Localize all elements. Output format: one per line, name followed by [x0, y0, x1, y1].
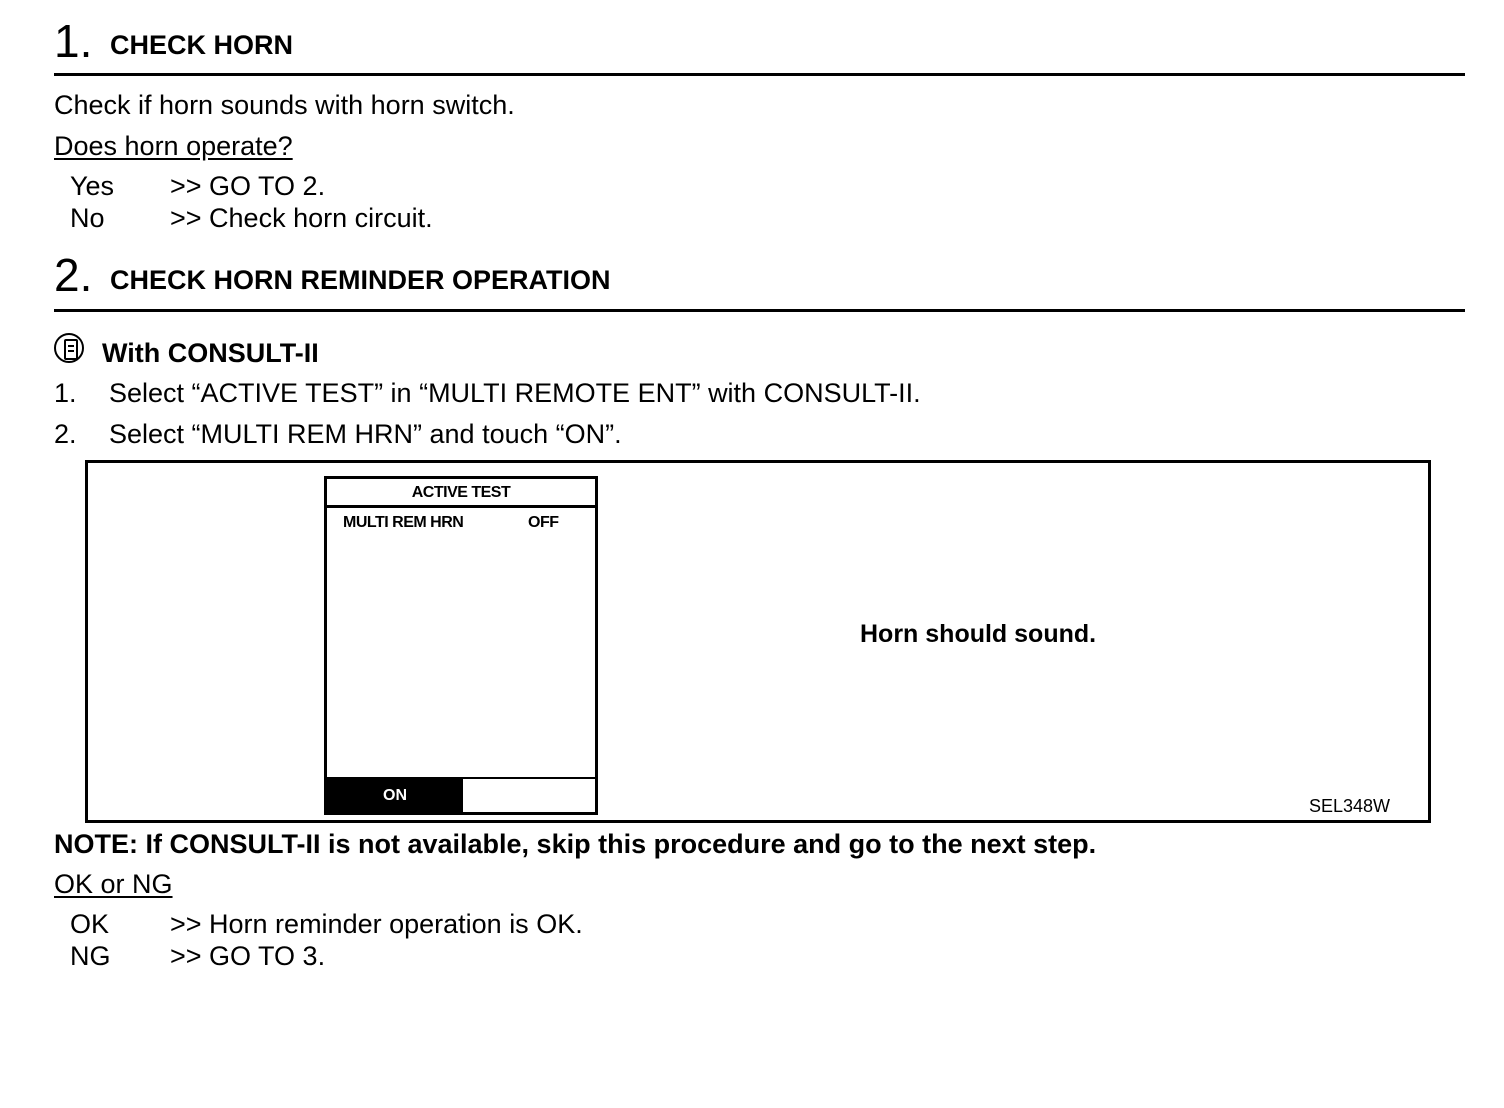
screen-button-bar: [327, 777, 595, 812]
step-1-result-yes-action[interactable]: >> GO TO 2.: [170, 171, 326, 201]
consult-ii-icon: [54, 333, 84, 363]
step-2-result-ok-action: >> Horn reminder operation is OK.: [170, 909, 583, 939]
consult-device-line: [68, 350, 74, 352]
step-2-title: CHECK HORN REMINDER OPERATION: [110, 265, 611, 295]
step-1-title: CHECK HORN: [110, 30, 294, 60]
step-1-number: 1.: [54, 15, 93, 67]
step-2-result-ng-key: NG: [70, 941, 111, 971]
step-2-divider: [54, 309, 1465, 312]
with-consult-heading: With CONSULT-II: [102, 338, 319, 368]
procedure-step-1-text: Select “ACTIVE TEST” in “MULTI REMOTE ENT” with CONSULT-II.: [109, 378, 921, 408]
step-1-result-no-action: >> Check horn circuit.: [170, 203, 433, 233]
consult-device-shape: [64, 339, 78, 360]
procedure-step-2-number: 2.: [54, 419, 77, 449]
screen-item-label: MULTI REM HRN: [343, 514, 464, 531]
figure-id: SEL348W: [1309, 796, 1391, 816]
step-1-divider: [54, 73, 1465, 76]
note-text: NOTE: If CONSULT-II is not available, skip this procedure and go to the next step.: [54, 829, 1097, 859]
step-1-result-no-key: No: [70, 203, 105, 233]
step-2-number: 2.: [54, 249, 93, 301]
step-2-question: OK or NG: [54, 869, 173, 899]
consult-screen: [324, 476, 598, 815]
procedure-step-2-text: Select “MULTI REM HRN” and touch “ON”.: [109, 419, 622, 449]
figure-frame: [85, 460, 1431, 823]
on-button[interactable]: ON: [327, 779, 463, 812]
screen-title: ACTIVE TEST: [327, 479, 595, 508]
step-1-instruction: Check if horn sounds with horn switch.: [54, 90, 515, 120]
step-1-result-yes-key: Yes: [70, 171, 115, 201]
procedure-step-1-number: 1.: [54, 378, 77, 408]
consult-device-line: [68, 345, 74, 347]
step-2-result-ng-action[interactable]: >> GO TO 3.: [170, 941, 326, 971]
step-2-result-ok-key: OK: [70, 909, 110, 939]
step-1-question: Does horn operate?: [54, 131, 293, 161]
screen-item-value: OFF: [528, 514, 559, 531]
figure-caption: Horn should sound.: [860, 620, 1097, 648]
